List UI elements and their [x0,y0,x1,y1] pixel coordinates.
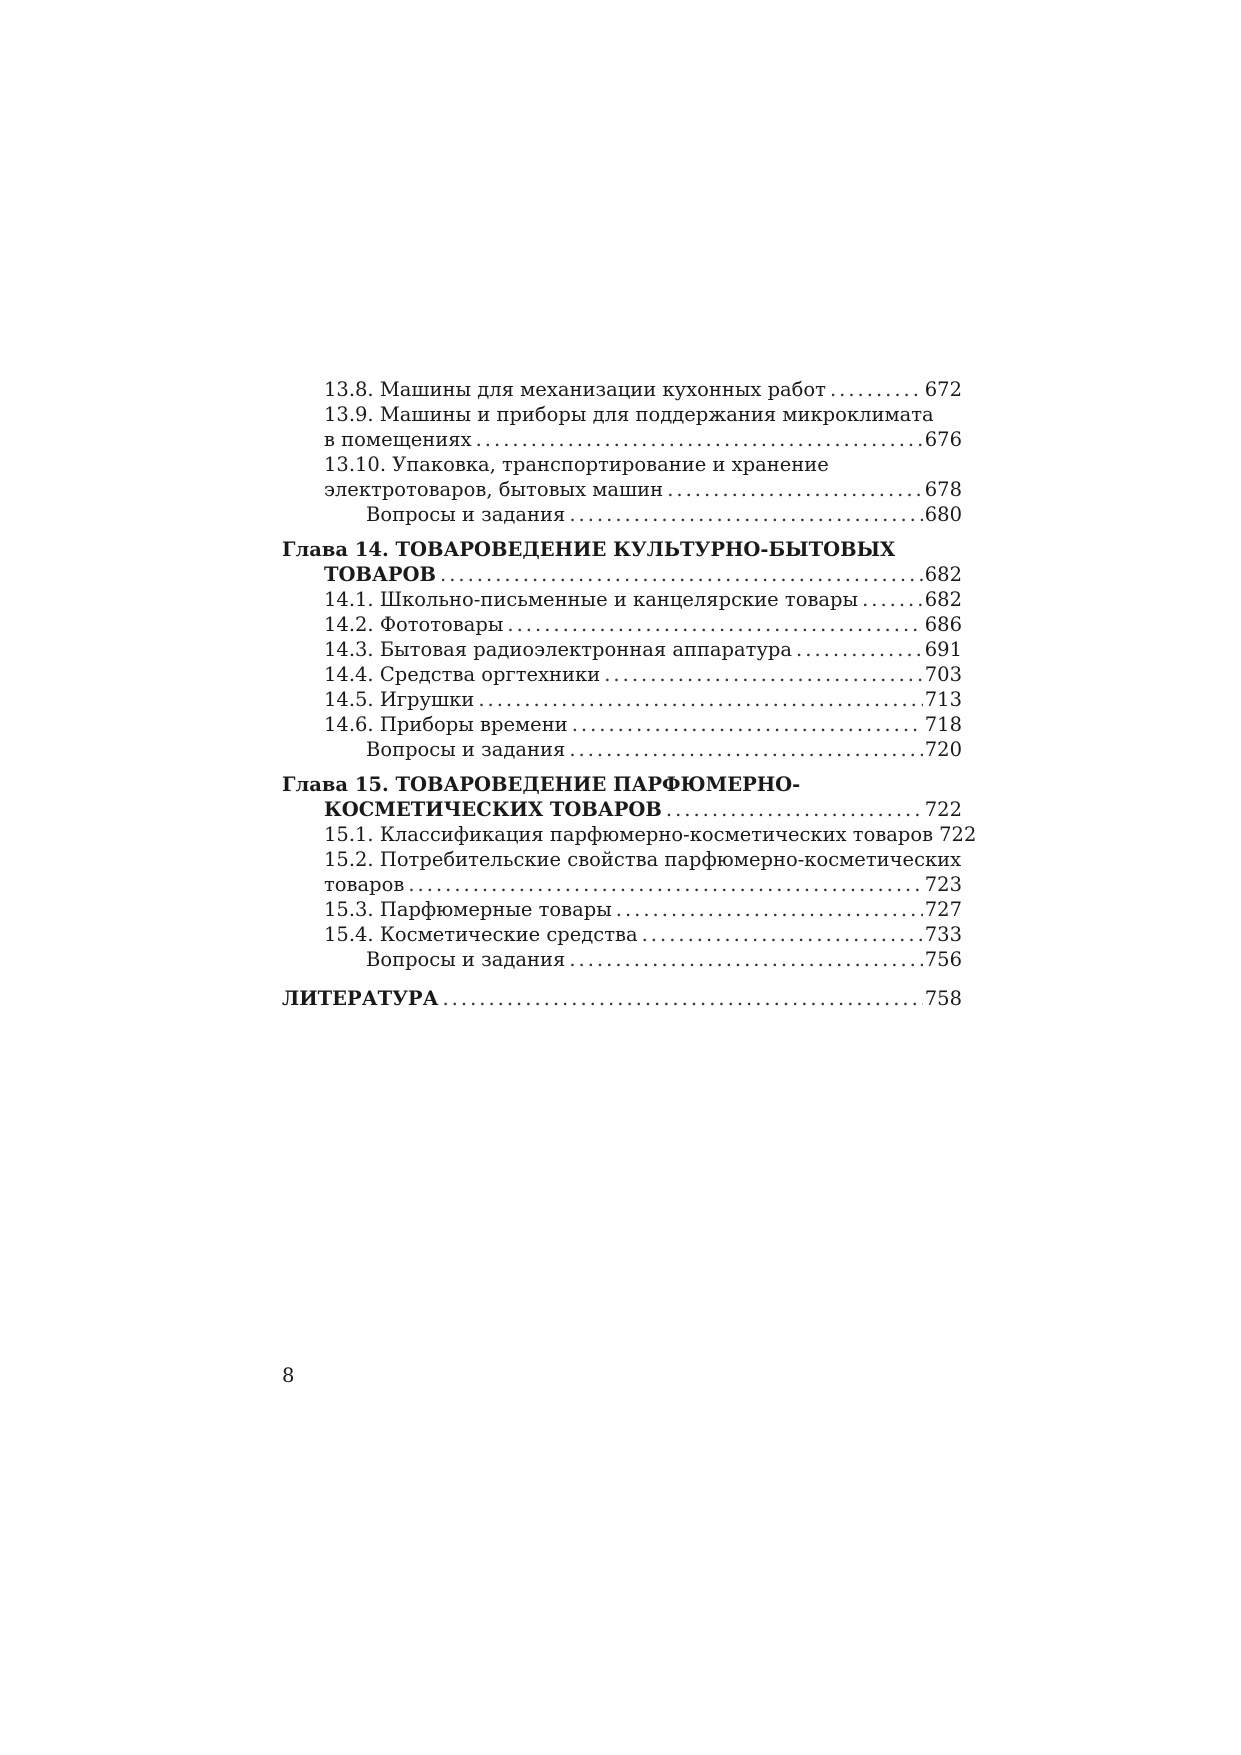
dot-leader [616,897,923,922]
toc-page-number: 713 [924,688,962,711]
toc-page-number: 678 [924,478,962,501]
toc-page-number: 756 [924,948,962,971]
toc-entry-ch15-questions[interactable] [282,947,962,972]
toc-entry-ch13-questions[interactable] [282,502,962,527]
chapter-title: КОСМЕТИЧЕСКИХ ТОВАРОВ [324,798,662,821]
toc-entry-title: 15.3. Парфюмерные товары [324,898,612,921]
dot-leader [507,612,922,637]
toc-entry-14-4[interactable] [282,662,962,687]
toc-entry-title: электротоваров, бытовых машин [324,478,664,501]
toc-entry-13-10[interactable] [282,477,962,502]
dot-leader [569,502,922,527]
toc-entry-title: 15.4. Косметические средства [324,923,638,946]
toc-page-number: 682 [924,588,962,611]
toc-entry-title: Вопросы и задания [366,503,566,526]
dot-leader [569,737,922,762]
dot-leader [642,922,923,947]
toc-entry-13-9-line1[interactable]: 13.9. Машины и приборы для поддержания микроклимата [324,403,934,426]
toc-entry-title: 14.1. Школьно-письменные и канцелярские товары [324,588,859,611]
toc-entry-14-3[interactable] [282,637,962,662]
toc-entry-title: Вопросы и задания [366,948,566,971]
dot-leader [440,562,923,587]
toc-entry-14-6[interactable] [282,712,962,737]
toc-entry-title: 13.8. Машины для механизации кухонных работ [324,378,826,401]
toc-entry-title: 14.4. Средства оргтехники [324,663,601,686]
toc-entry-14-2[interactable] [282,612,962,637]
dot-leader [666,797,923,822]
toc-entry-title: в помещениях [324,428,472,451]
toc-page-number: 672 [924,378,962,401]
toc-entry-title: 14.2. Фототовары [324,613,504,636]
dot-leader [476,427,923,452]
chapter-15-title-line1[interactable]: Глава 15. ТОВАРОВЕДЕНИЕ ПАРФЮМЕРНО- [282,773,801,796]
toc-entry-title: Вопросы и задания [366,738,566,761]
dot-leader [442,986,922,1011]
toc-entry-15-2-line1[interactable]: 15.2. Потребительские свойства парфюмерно-косметических [324,848,962,871]
dot-leader [796,637,923,662]
toc-entry-15-3[interactable] [282,897,962,922]
toc-page-number: 733 [924,923,962,946]
toc-entry-ch14-questions[interactable] [282,737,962,762]
chapter-title: ТОВАРОВ [324,563,436,586]
toc-page-number: 682 [924,563,962,586]
dot-leader [862,587,923,612]
toc-page-number: 718 [924,713,962,736]
dot-leader [830,377,923,402]
toc-entry-13-8[interactable] [282,377,962,402]
dot-leader [478,687,922,712]
toc-page-number: 723 [924,873,962,896]
toc-entry-13-9[interactable] [282,427,962,452]
toc-entry-14-5[interactable] [282,687,962,712]
chapter-15-entry[interactable] [282,797,962,822]
table-of-contents [282,377,977,1011]
toc-page-number: 691 [924,638,962,661]
dot-leader [572,712,923,737]
toc-entry-15-4[interactable] [282,922,962,947]
page-number: 8 [282,1364,295,1387]
toc-entry-15-2[interactable] [282,872,962,897]
toc-page-number: 722 [939,823,977,846]
chapter-14-entry[interactable] [282,562,962,587]
toc-page-number: 703 [924,663,962,686]
toc-entry-literature[interactable] [282,986,962,1011]
toc-entry-15-1[interactable] [282,822,977,847]
toc-page-number: 676 [924,428,962,451]
toc-entry-13-10-line1[interactable]: 13.10. Упаковка, транспортирование и хранение [324,453,829,476]
dot-leader [569,947,922,972]
toc-page-number: 758 [924,987,962,1010]
dot-leader [408,872,922,897]
toc-page-number: 720 [924,738,962,761]
toc-entry-title: 14.3. Бытовая радиоэлектронная аппаратура [324,638,793,661]
toc-page-number: 722 [924,798,962,821]
dot-leader [667,477,923,502]
chapter-14-title-line1[interactable]: Глава 14. ТОВАРОВЕДЕНИЕ КУЛЬТУРНО-БЫТОВЫХ [282,538,896,561]
toc-entry-14-1[interactable] [282,587,962,612]
toc-entry-title: ЛИТЕРАТУРА [282,987,439,1010]
toc-page-number: 686 [924,613,962,636]
toc-page-number: 680 [924,503,962,526]
toc-entry-title: 14.5. Игрушки [324,688,475,711]
toc-entry-title: 15.1. Классификация парфюмерно-косметических товаров [324,823,934,846]
toc-entry-title: 14.6. Приборы времени [324,713,568,736]
toc-entry-title: товаров [324,873,405,896]
dot-leader [604,662,923,687]
toc-page-number: 727 [924,898,962,921]
